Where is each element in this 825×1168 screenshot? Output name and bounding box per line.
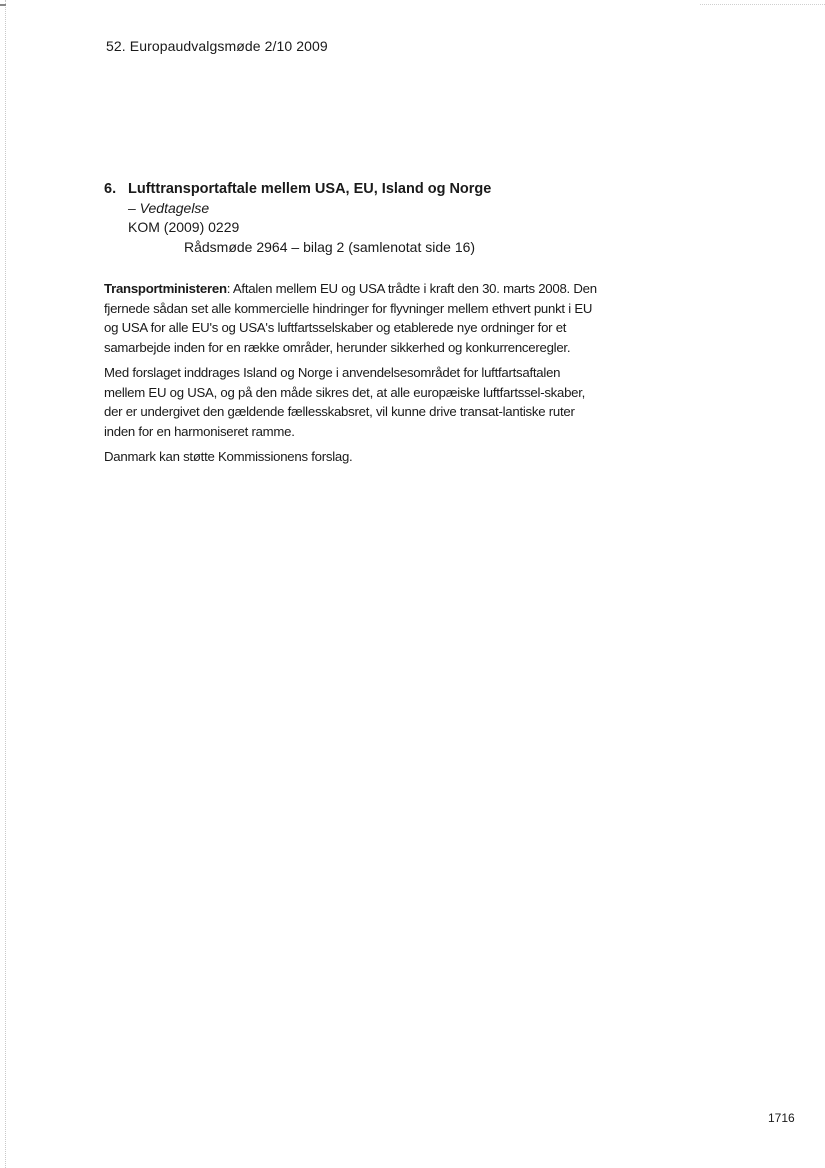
body-text	[104, 279, 604, 473]
meeting-header: 52. Europaudvalgsmøde 2/10 2009	[106, 38, 328, 54]
scan-top-line	[700, 4, 825, 5]
speaker-name: Transportministeren	[104, 281, 227, 296]
paragraph-2: Med forslaget inddrages Island og Norge i anvendelsesområdet for luftfartsaftalen mellem EU og USA, og på den måde sikres det, at alle europæiske luftfartssel-skaber, der er undergivet den gældende fællesskabsret, vil kunne drive transat-lantiske ruter inden for en harmoniseret ramme.	[104, 365, 586, 439]
agenda-title-row	[104, 179, 724, 199]
agenda-title: Lufttransportaftale mellem USA, EU, Island og Norge	[128, 181, 492, 197]
agenda-item	[104, 179, 724, 257]
paragraph-1	[104, 279, 604, 357]
agenda-subtitle: – Vedtagelse	[128, 200, 210, 216]
scan-corner-mark	[0, 4, 6, 6]
page-number: 1716	[768, 1111, 795, 1125]
paragraph-3: Danmark kan støtte Kommissionens forslag.	[104, 449, 353, 464]
scan-edge-line	[5, 0, 6, 1168]
paragraph-1-text: : Aftalen mellem EU og USA trådte i kraft den 30. marts 2008. Den fjernede sådan set alle kommercielle hindringer for flyvninger mellem ethvert punkt i EU og USA for alle EU's og USA's luftfartsselskaber og etablerede nye ordninger for et samarbejde inden for en række områder, herunder sikkerhed og konkurrenceregler.	[104, 281, 597, 355]
agenda-council-reference: Rådsmøde 2964 – bilag 2 (samlenotat side 16)	[184, 239, 476, 255]
agenda-number: 6.	[104, 181, 117, 197]
agenda-reference: KOM (2009) 0229	[128, 219, 240, 235]
